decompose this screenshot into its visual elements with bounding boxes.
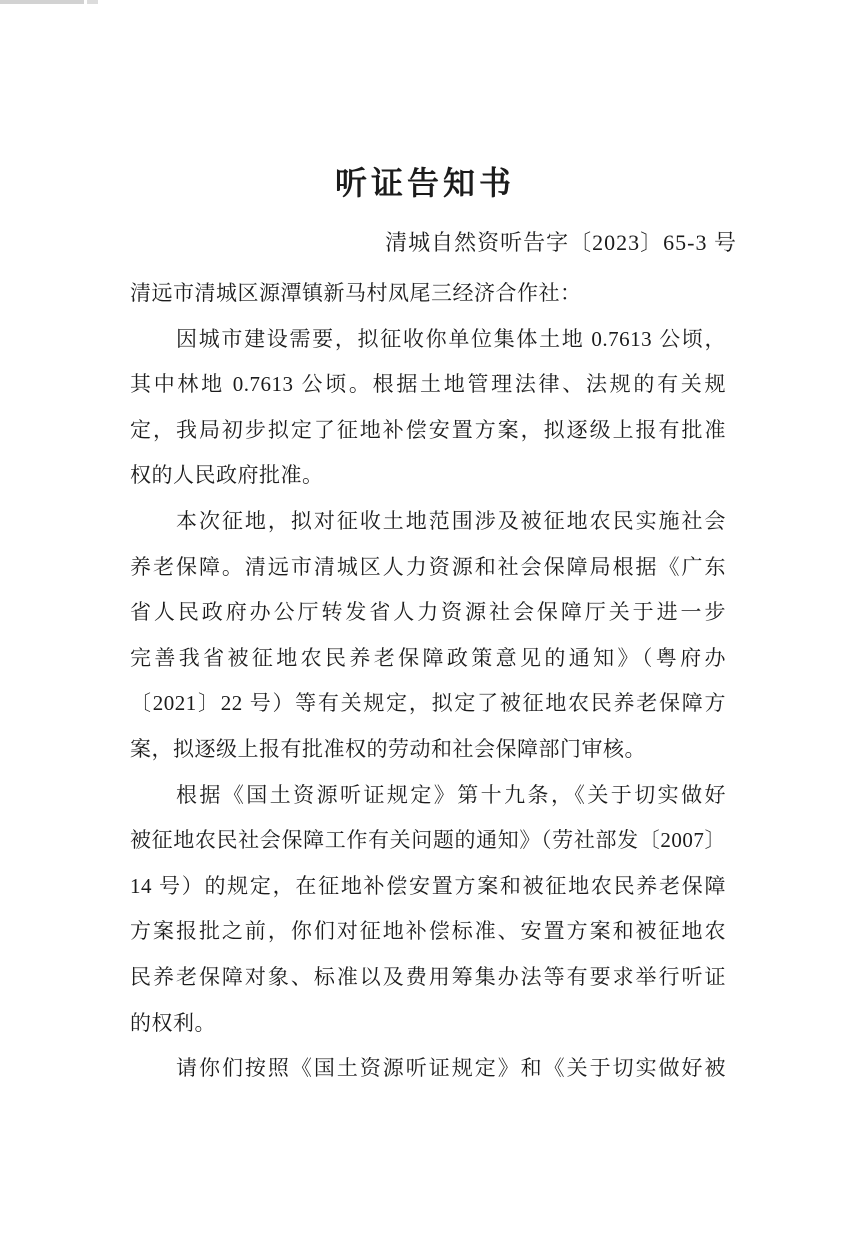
body-line: 因城市建设需要，拟征收你单位集体土地 0.7613 公顷， (176, 326, 726, 351)
body-line: 民养老保障对象、标准以及费用筹集办法等有要求举行听证 (130, 964, 726, 989)
body-line: 方案报批之前，你们对征地补偿标准、安置方案和被征地农 (130, 919, 726, 944)
body-line: 完善我省被征地农民养老保障政策意见的通知》（粤府办 (130, 645, 726, 670)
body-line: 本次征地，拟对征收土地范围涉及被征地农民实施社会 (176, 508, 726, 533)
addressee-line: 清远市清城区源潭镇新马村凤尾三经济合作社： (130, 281, 582, 305)
document-title: 听证告知书 (334, 165, 515, 201)
document-number: 清城自然资听告字〔2023〕65-3 号 (385, 230, 737, 255)
body-line: 请你们按照《国土资源听证规定》和《关于切实做好被 (176, 1056, 726, 1081)
document-body (130, 271, 726, 1092)
body-line: 的权利。 (130, 1010, 216, 1035)
body-line: 14 号）的规定，在征地补偿安置方案和被征地农民养老保障 (130, 873, 726, 898)
body-line: 定，我局初步拟定了征地补偿安置方案，拟逐级上报有批准 (130, 417, 726, 442)
scan-artifact-bar (0, 0, 84, 4)
body-line: 被征地农民社会保障工作有关问题的通知》（劳社部发〔2007〕 (130, 828, 726, 853)
body-line: 根据《国土资源听证规定》第十九条，《关于切实做好 (176, 782, 726, 807)
body-line: 〔2021〕22 号）等有关规定，拟定了被征地农民养老保障方 (130, 691, 726, 716)
body-line: 养老保障。清远市清城区人力资源和社会保障局根据《广东 (130, 554, 726, 579)
body-line: 权的人民政府批准。 (130, 463, 324, 488)
body-line: 省人民政府办公厅转发省人力资源社会保障厅关于进一步 (130, 600, 726, 625)
body-line: 案，拟逐级上报有批准权的劳动和社会保障部门审核。 (130, 736, 646, 761)
scan-artifact-bar-fragment (87, 0, 98, 4)
body-line: 其中林地 0.7613 公顷。根据土地管理法律、法规的有关规 (130, 372, 726, 397)
